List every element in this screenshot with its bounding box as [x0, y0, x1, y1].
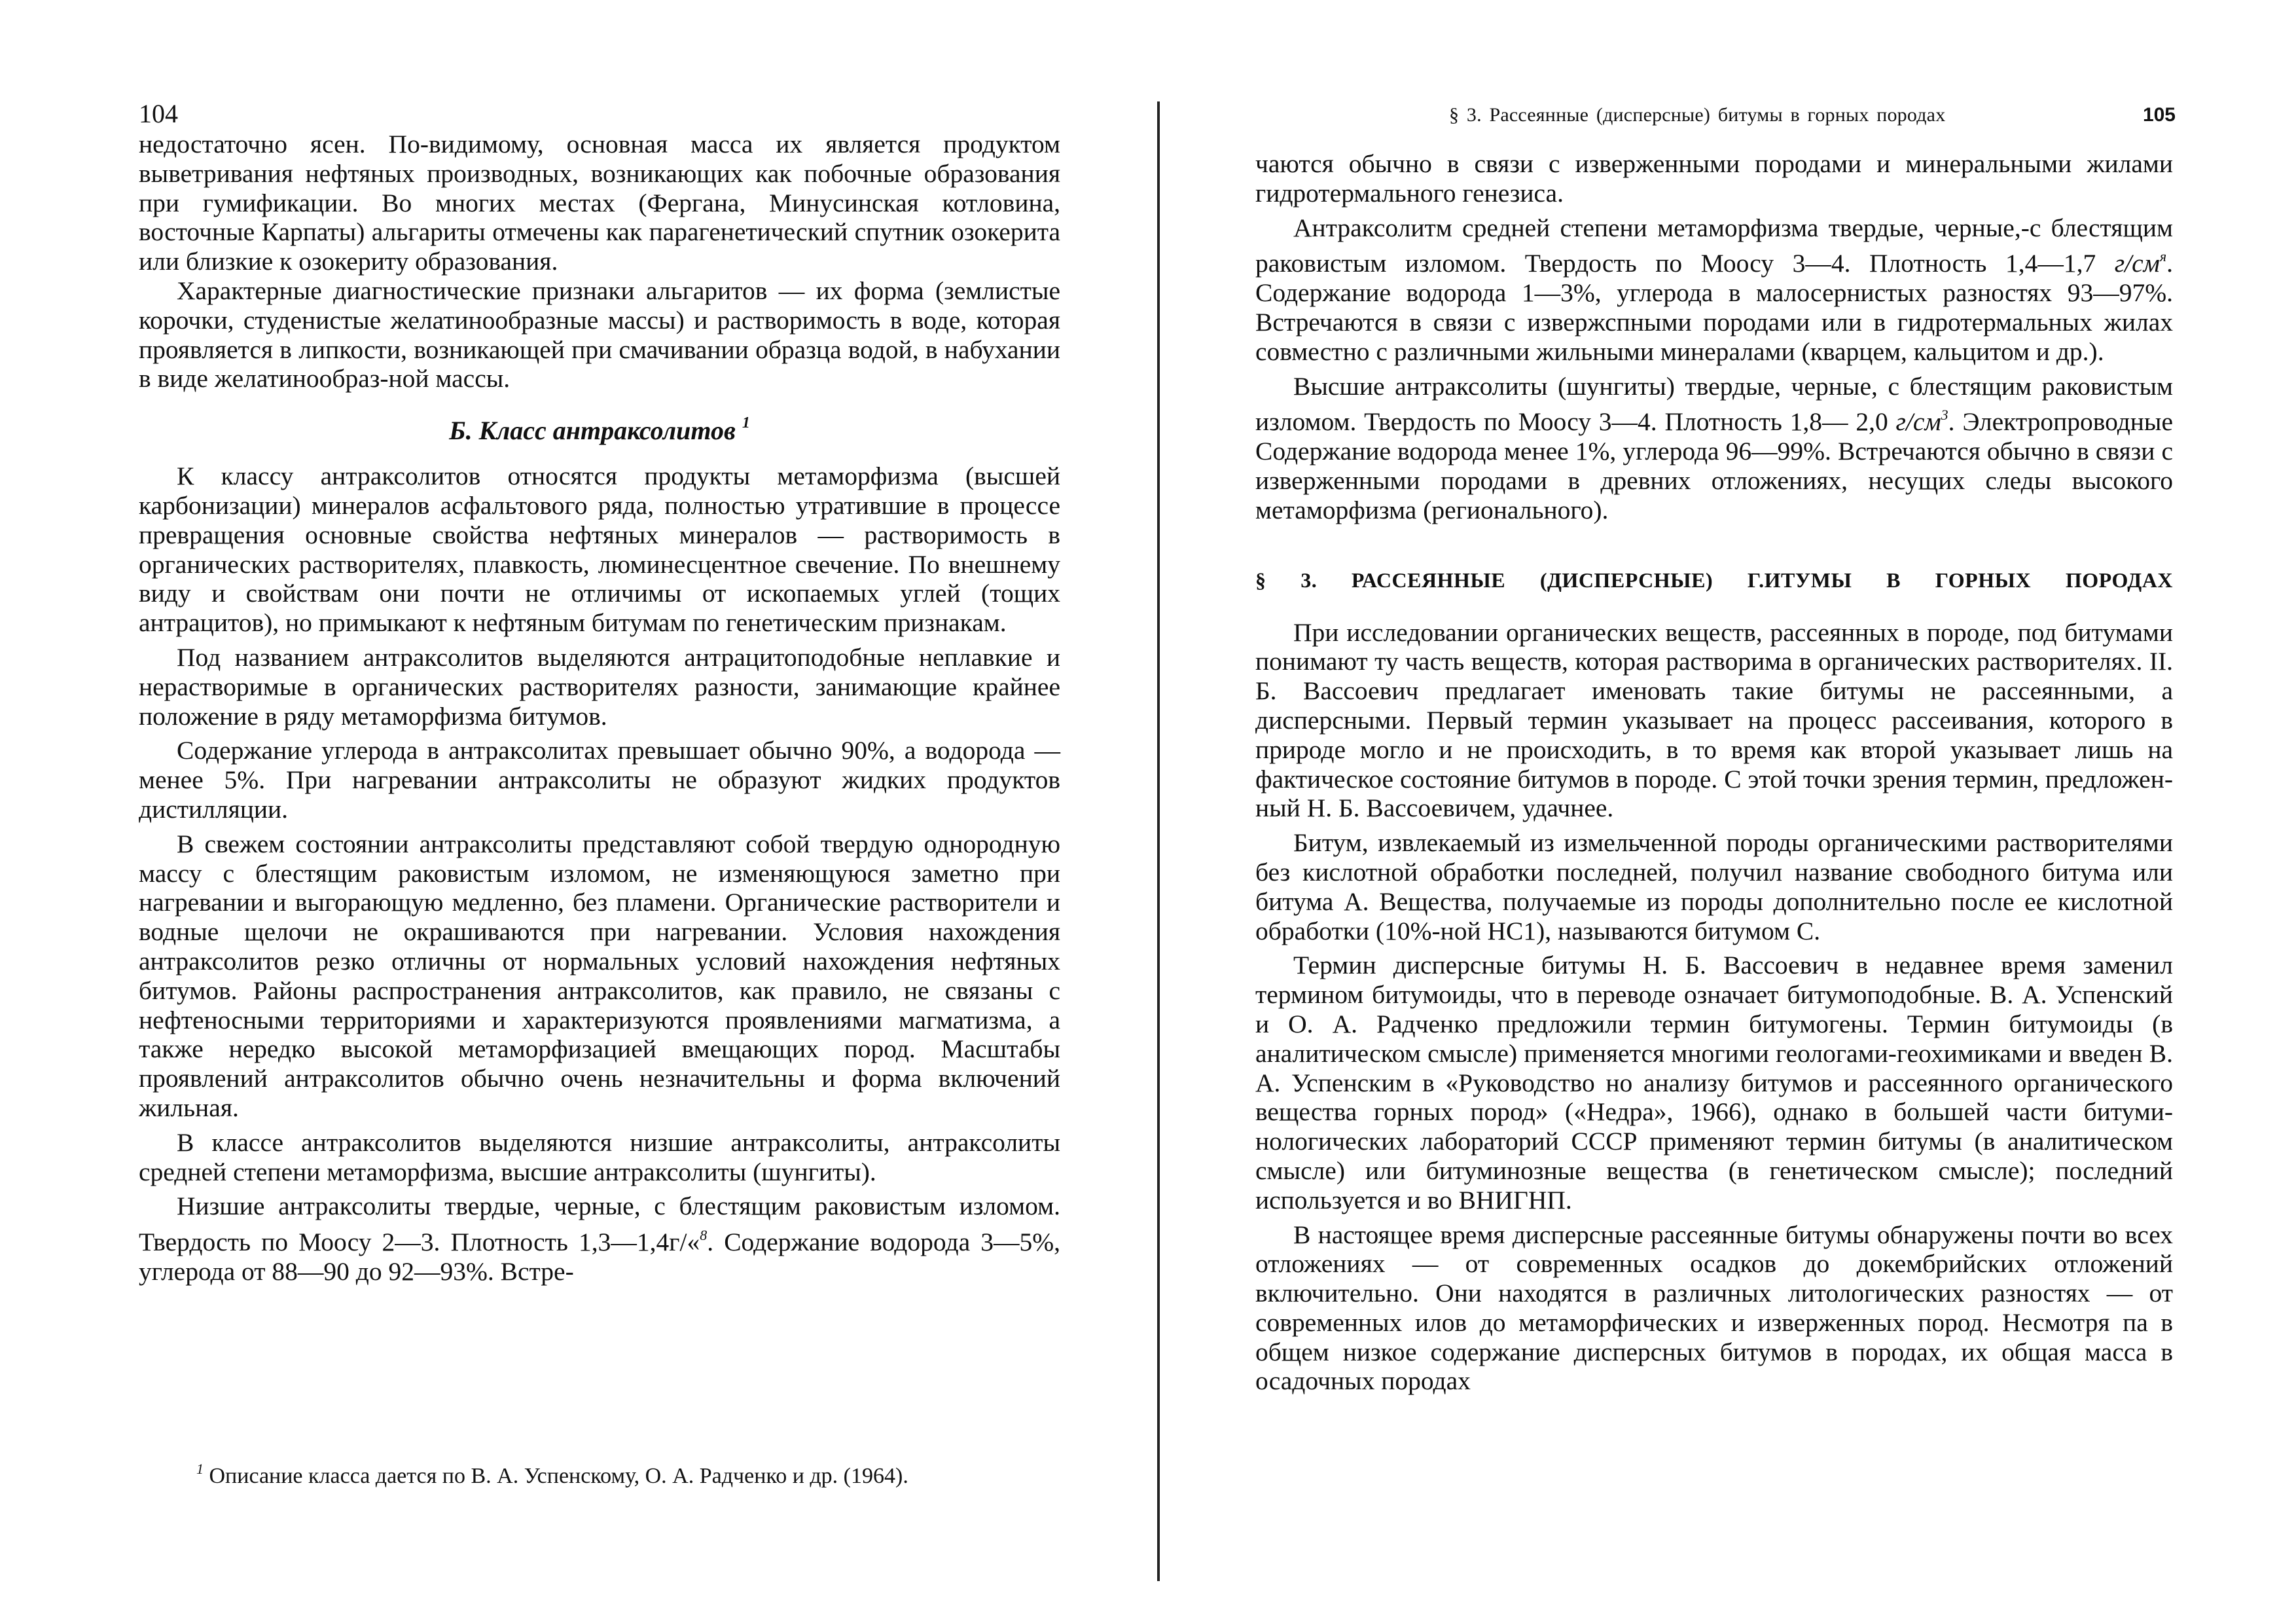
paragraph-fresh-state: В свежем состоянии антраксолиты представляют собой твердую однородную массу с блестящим раковистым изломом, не изменяющуюся заметно при нагревании и выгорающую медленно, без пламени. Органические растворители и водные щелочи не окрашиваются при нагревании. Условия нахождения антраксолитов резко отличны от нормальных условий нахождения нефтяных битумов. Районы распространения антраксолитов, как правило, не связаны с нефтеносными территориями и характеризуются проявлениями магматизма, а также нередко высокой метаморфизацией вмещающих пород. Масштабы проявлений антраксолитов обычно очень незначительны и форма включений жильная.	[139, 829, 1060, 1122]
footnote-mark: 1	[196, 1461, 204, 1477]
left-page-number: 104	[139, 99, 178, 128]
lower-superscript: 8	[700, 1227, 708, 1244]
paragraph-bitumen-a-c: Битум, извлекаемый из измельченной породы органическими растворителями без кислотной обработки последней, получил название свободного битума или битума А. Вещества, получаемые из породы дополнительно после ее кислотной обработки (10%-ной НС1), называются битумом С.	[1255, 828, 2173, 945]
middle-text-1: Антраксолитм средней степени метаморфизма твердые, черные,-с блестящим раковистым изломом. Твердость по Моосу 3—4. Плотность 1,4—1,7	[1255, 213, 2173, 278]
heading-text: Б. Класс антраксолитов	[449, 416, 736, 446]
middle-density-unit: г/см	[2114, 249, 2160, 278]
middle-unit-superscript: я	[2159, 248, 2167, 265]
anthraxolite-class-heading	[139, 407, 1060, 447]
lower-text-1: Низшие антраксолиты твердые, черные, с блестящим раковистым изломом. Твердость по Моосу 2—3. Плотность 1,3—1,4г/«	[139, 1192, 1060, 1257]
paragraph-research-definition: При исследовании органических веществ, рассеянных в породе, под битумами понимают ту часть веществ, которая растворима в органических растворителях. II. Б. Вассоевич предлагает именовать такие битумы не рассеянными, а дисперсными. Первый термин указывает на процесс рассеивания, которого в природе могло и не происходить, в то время как второй указывает лишь на фактическое состояние битумов в породе. С этой точки зрения термин, предложенный Н. Б. Вассоевичем, удачнее.	[1255, 617, 2173, 823]
paragraph-class-definition: К классу антраксолитов относятся продукты метаморфизма (высшей карбонизации) минералов асфальтового ряда, полностью утратившие в процессе превращения основные свойства нефтяных минералов — растворимость в органических растворителях, плавкость, люминесцентное свечение. По внешнему виду и свойствам они почти не отличимы от ископаемых углей (тощих антрацитов), но примыкают к нефтяным битумам по генетическим признакам.	[139, 462, 1060, 638]
middle-text-2: . Содержание водорода 1—3%, углерода в малосернистых разностях 93—97%. Встречаются в связи с извержспными породами или в гидротермальных жилах совместно с различными жильными минералами (кварцем, кальцитом и др.).	[1255, 249, 2173, 366]
paragraph-middle-metamorphism	[1255, 213, 2173, 367]
paragraph-carbon-content: Содержание углерода в антраксолитах превышает обычно 90%, а водорода — менее 5%. При нагревании антраксолиты не образуют жидких продуктов дистилляции.	[139, 736, 1060, 824]
paragraph-diagnostic-features: Характерные диагностические признаки альгаритов — их форма (землистые корочки, студенистые желатинообразные массы) и растворимость в воде, которая проявляется в липкости, возникающей при смачивании образца водой, в набухании в виде желатинообраз-ной массы.	[139, 276, 1060, 393]
paragraph-continuation: недостаточно ясен. По-видимому, основная масса их является продуктом выветривания нефтяных производных, возникающих как побочные образования при гумификации. Во многих местах (Фергана, Минусинская котловина, восточные Карпаты) альгариты отмечены как парагенетический спутник озокерита или близкие к озокериту образования.	[139, 130, 1060, 276]
higher-text-1: Высшие антраксолиты (шунгиты) твердые, черные, с блестящим раковистым изломом. Твердость по Моосу 3—4. Плотность 1,8— 2,0	[1255, 371, 2173, 437]
right-page-number: 105	[2142, 104, 2176, 126]
footnote-text: Описание класса дается по В. А. Успенскому, О. А. Радченко и др. (1964).	[204, 1464, 908, 1488]
left-text-column	[139, 130, 1060, 1286]
right-text-column	[1255, 149, 2173, 1396]
higher-unit-superscript: 3	[1941, 407, 1948, 424]
paragraph-higher-anthraxolites	[1255, 372, 2173, 525]
higher-density-unit: г/см	[1895, 407, 1941, 437]
paragraph-terminology: Термин дисперсные битумы Н. Б. Вассоевич в недавнее время заменил термином битумоиды, что в переводе означает битумоподобные. В. А. Успенский и О. А. Радченко предложили термин битумогены. Термин битумоиды (в аналитическом смысле) применяется многими геологами-геохимиками и введен В. А. Успенским в «Руководство но анализу битумов и рассеянного органического вещества горных пород» («Недра», 1966), однако в большей части битуминологических лабораторий СССР применяют термин битумы (в аналитическом смысле) или битуминозные вещества (в генетическом смысле); последний используется и во ВНИГНП.	[1255, 951, 2173, 1214]
paragraph-class-subdivision: В классе антраксолитов выделяются низшие антраксолиты, антраксолиты средней степени метаморфизма, высшие антраксолиты (шунгиты).	[139, 1127, 1060, 1186]
footnote-reference: 1	[742, 414, 750, 432]
lower-text-2: . Содержание водорода 3—5%, углерода от 88—90 до 92—93%. Встре-	[139, 1228, 1060, 1286]
section-3-heading: § 3. РАССЕЯННЫЕ (ДИСПЕРСНЫЕ) Г.ИТУМЫ В ГОРНЫХ ПОРОДАХ	[1255, 568, 2173, 592]
higher-text-2: . Электропроводные Содержание водорода менее 1%, углерода 96—99%. Встречаются обычно в связи с изверженными породами в древних отложениях, несущих следы высокого метаморфизма (регионального).	[1255, 407, 2174, 524]
footnote	[196, 1455, 1067, 1491]
paragraph-lower-anthraxolites	[139, 1192, 1060, 1286]
paragraph-anthraxolite-name: Под названием антраксолитов выделяются антрацитоподобные неплавкие и нерастворимые в органических растворителях разности, занимающие крайнее положение в ряду метаморфизма битумов.	[139, 642, 1060, 731]
running-header	[1449, 102, 2176, 128]
running-head-title: § 3. Рассеянные (дисперсные) битумы в горных породах	[1449, 104, 1946, 126]
paragraph-current-findings: В настоящее время дисперсные рассеянные битумы обнаружены почти во всех отложениях — от современных осадков до докембрийских отложений включительно. Они находятся в различных литологических разностях — от современных илов до метаморфических и изверженных пород. Несмотря па в общем низкое содержание дисперсных битумов в породах, их общая масса в осадочных породах	[1255, 1220, 2173, 1396]
paragraph-continuation-right: чаются обычно в связи с изверженными породами и минеральными жилами гидротермального генезиса.	[1255, 149, 2173, 208]
